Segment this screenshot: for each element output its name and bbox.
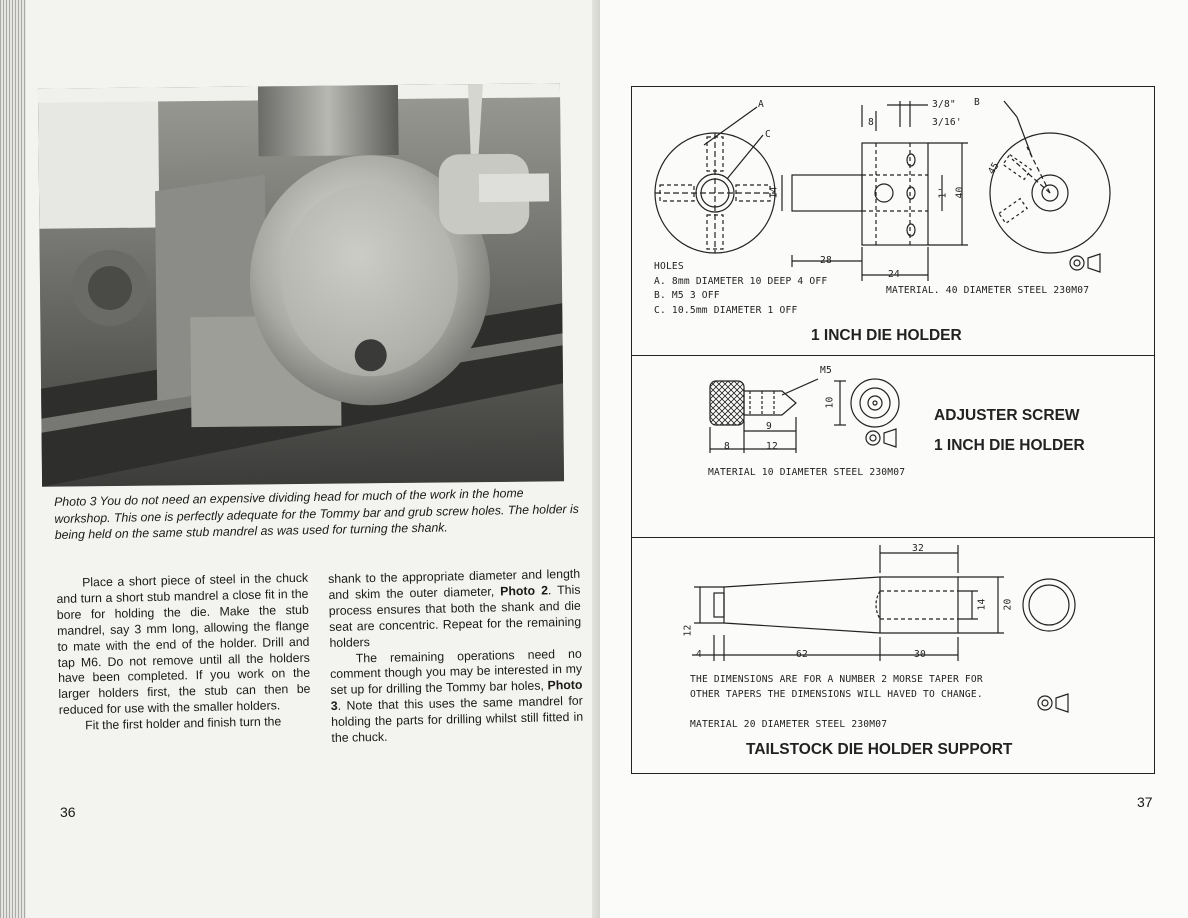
material-note: MATERIAL 10 DIAMETER STEEL 230M07	[708, 467, 906, 478]
dim-28: 28	[820, 255, 832, 266]
panel-die-holder	[632, 87, 1154, 356]
dim-14: 14	[976, 598, 988, 611]
dim-10: 10	[824, 396, 836, 409]
panel-tailstock-support	[632, 539, 1154, 773]
label-b: B	[974, 97, 980, 108]
photo-reference: Photo 3	[330, 678, 583, 714]
body-column-2	[328, 567, 584, 747]
body-text: . This process ensures that both the shank and die seat are concentric. Repeat for the remaining holders	[328, 582, 582, 650]
body-text: The remaining operations need no comment though you may be interested in my set up for drilling the Tommy bar holes,	[329, 646, 583, 698]
drawing-title: 1 INCH DIE HOLDER	[811, 327, 962, 344]
dim-32: 32	[912, 543, 924, 554]
body-paragraph	[328, 567, 582, 652]
page-stack-edge	[0, 0, 26, 918]
dim-8: 8	[868, 117, 874, 128]
dim-8: 8	[724, 441, 730, 452]
holes-title: HOLES	[654, 261, 684, 272]
drawing-title: TAILSTOCK DIE HOLDER SUPPORT	[746, 741, 1013, 758]
material-note: MATERIAL 20 DIAMETER STEEL 230M07	[690, 719, 888, 730]
dim-20: 20	[1002, 598, 1014, 611]
body-paragraph: Fit the first holder and finish turn the	[84, 714, 282, 733]
dim-62: 62	[796, 649, 808, 660]
body-paragraph: Place a short piece of steel in the chuck and turn a short stub mandrel a close fit in the bore for holding the die. Make the stub mandrel, say 3 mm long, allowing the flange to mate with the end of the holder. Drill and tap M6. Do not remove until all the holders have been completed. If you work on the larger holders first, the stub can then be reduced for use with the smaller holders.	[56, 570, 311, 718]
workshop-photo	[38, 83, 564, 486]
panel-adjuster-screw	[632, 357, 1154, 538]
dim-14: 14	[768, 186, 780, 199]
dim-30: 30	[914, 649, 926, 660]
drawing-title-line-2: 1 INCH DIE HOLDER	[934, 437, 1085, 454]
dim-40: 40	[954, 186, 966, 199]
taper-note-line-2: OTHER TAPERS THE DIMENSIONS WILL HAVED TO CHANGE.	[690, 688, 983, 700]
body-text: . Note that this uses the same mandrel for holding the parts for drilling whilst still fitted in the chuck.	[330, 693, 584, 746]
dim-12: 12	[682, 624, 694, 637]
hole-b: B. M5 3 OFF	[654, 290, 720, 301]
dim-3-8: 3/8"	[932, 99, 956, 110]
page-number-left: 36	[60, 804, 76, 820]
dim-1-inch: 1'	[937, 186, 949, 199]
body-paragraph	[330, 646, 584, 747]
photo-reference: Photo 2	[500, 583, 549, 599]
taper-note-line-1: THE DIMENSIONS ARE FOR A NUMBER 2 MORSE TAPER FOR	[690, 674, 983, 685]
label-c: C	[765, 129, 771, 140]
drawing-frame	[631, 86, 1155, 774]
tailstock-support-drawing	[632, 539, 1154, 773]
body-column-1	[56, 571, 311, 735]
body-text: shank to the appropriate diameter and length and skim the outer diameter,	[328, 566, 581, 602]
photo-caption: Photo 3 You do not need an expensive dividing head for much of the work in the home workshop. This one is perfectly adequate for the Tommy bar and grub screw holes. The holder is being held on the same stub mandrel as was used for turning the shank.	[54, 485, 579, 542]
dim-3-16: 3/16'	[932, 117, 962, 128]
page-number-right: 37	[1137, 794, 1153, 810]
dim-24: 24	[888, 269, 900, 280]
dim-9: 9	[766, 421, 772, 432]
dim-45: 45	[986, 160, 1002, 177]
workshop-photo-illustration	[38, 83, 564, 486]
material-note: MATERIAL. 40 DIAMETER STEEL 230M07	[886, 285, 1090, 296]
dim-12: 12	[766, 441, 778, 452]
holes-list	[654, 260, 827, 318]
hole-c: C. 10.5mm DIAMETER 1 OFF	[654, 304, 798, 316]
hole-a: A. 8mm DIAMETER 10 DEEP 4 OFF	[654, 275, 828, 287]
taper-note	[690, 673, 983, 702]
dim-4: 4	[696, 649, 702, 660]
label-a: A	[758, 99, 764, 110]
drawing-title-line-1: ADJUSTER SCREW	[934, 407, 1080, 424]
dim-m5: M5	[820, 365, 832, 376]
